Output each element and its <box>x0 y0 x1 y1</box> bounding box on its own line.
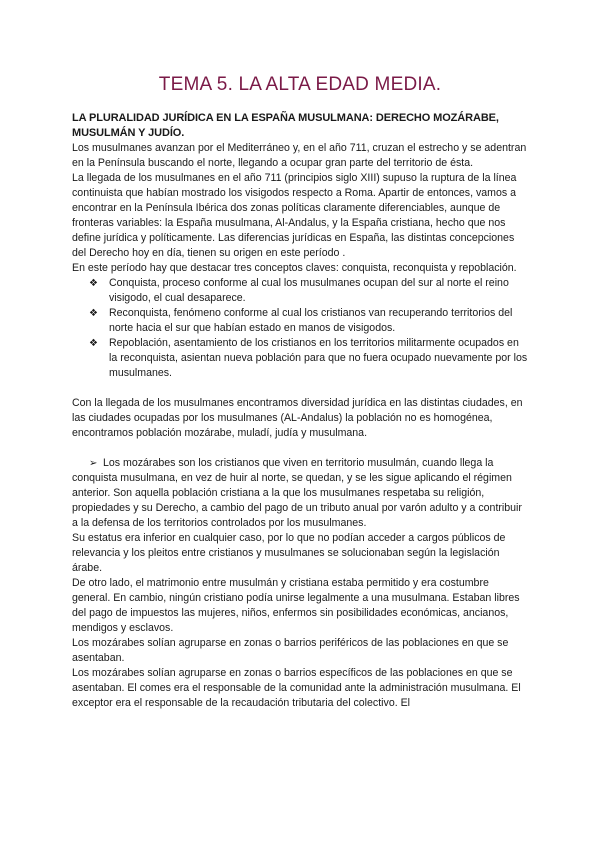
list-item-text: Conquista, proceso conforme al cual los musulmanes ocupan del sur al norte el reino visigodo, el cual desaparece. <box>109 277 509 304</box>
spacer <box>72 381 528 396</box>
diamond-bullet-icon: ❖ <box>89 278 98 289</box>
diamond-bullet-icon: ❖ <box>89 308 98 319</box>
section-heading: LA PLURALIDAD JURÍDICA EN LA ESPAÑA MUSULMANA: DERECHO MOZÁRABE, MUSULMÁN Y JUDÍO. <box>72 112 499 139</box>
paragraph: Los mozárabes solían agruparse en zonas o barrios específicos de las poblaciones en que se asentaban. El comes era el responsable de la comunidad ante la administración musulmana. El exceptor era el responsable de la recaudación tributaria del colectivo. El <box>72 667 521 709</box>
arrow-item-text: Los mozárabes son los cristianos que viven en territorio musulmán, cuando llega la <box>103 457 494 469</box>
paragraph: De otro lado, el matrimonio entre musulmán y cristiana estaba permitido y era costumbre general. En cambio, ningún cristiano podía unirse legalmente a una musulmana. Estaban libres del pago de impuestos las mujeres, niños, enfermos sin posibilidades económicas, ancianos, mendigos y esclavos. <box>72 577 520 634</box>
list-item-text: Reconquista, fenómeno conforme al cual los cristianos van recuperando territorios del norte hacia el sur que habían estado en manos de visigodos. <box>109 307 513 334</box>
paragraph: Con la llegada de los musulmanes encontramos diversidad jurídica en las distintas ciudades, en las ciudades ocupadas por los musulmanes (AL-Andalus) la población no es homogénea, encontramos población mozárabe, muladí, judía y musulmana. <box>72 397 523 439</box>
diamond-bullet-icon: ❖ <box>89 338 98 349</box>
document-title: TEMA 5. LA ALTA EDAD MEDIA. <box>158 74 442 95</box>
list-item <box>72 276 528 306</box>
document-body <box>72 141 528 711</box>
concepts-list <box>72 276 528 381</box>
paragraph: En este período hay que destacar tres conceptos claves: conquista, reconquista y repoblación. <box>72 262 517 274</box>
list-item-text: Repoblación, asentamiento de los cristianos en los territorios militarmente ocupados en la reconquista, asientan nueva población para que no fuera ocupado nuevamente por los musulmanes. <box>109 337 528 379</box>
arrow-list-item <box>72 456 528 531</box>
spacer <box>72 441 528 456</box>
paragraph: Su estatus era inferior en cualquier caso, por lo que no podían acceder a cargos públicos de relevancia y los pleitos entre cristianos y musulmanes se solucionaban según la legislación árabe. <box>72 532 506 574</box>
arrow-bullet-icon: ➢ <box>89 458 98 469</box>
paragraph: Los mozárabes solían agruparse en zonas o barrios periféricos de las poblaciones en que se asentaban. <box>72 637 509 664</box>
list-item <box>72 306 528 336</box>
arrow-item-text-continued: conquista musulmana, en vez de huir al norte, se quedan, y se les sigue aplicando el régimen anterior. Son aquella población cristiana a la que los musulmanes respetaba su religión, propiedades y su Derecho, a cambio del pago de un tributo anual por varón adulto y a contribuir a la defensa de los territorios controlados por los musulmanes. <box>72 472 522 529</box>
paragraph: La llegada de los musulmanes en el año 711 (principios siglo XIII) supuso la ruptura de la línea continuista que habían mostrado los visigodos respecto a Roma. Apartir de entonces, vamos a encontrar en la Península Ibérica dos zonas políticas claramente diferenciables, aunque de fronteras variables: la España musulmana, Al-Andalus, y la España cristiana, hecho que nos define jurídica y políticamente. Las diferencias jurídicas en España, las distintas concepciones del Derecho hoy en día, tienen su origen en este período . <box>72 172 517 259</box>
list-item <box>72 336 528 381</box>
paragraph: Los musulmanes avanzan por el Mediterráneo y, en el año 711, cruzan el estrecho y se adentran en la Península buscando el norte, llegando a ocupar gran parte del territorio de ésta. <box>72 142 527 169</box>
